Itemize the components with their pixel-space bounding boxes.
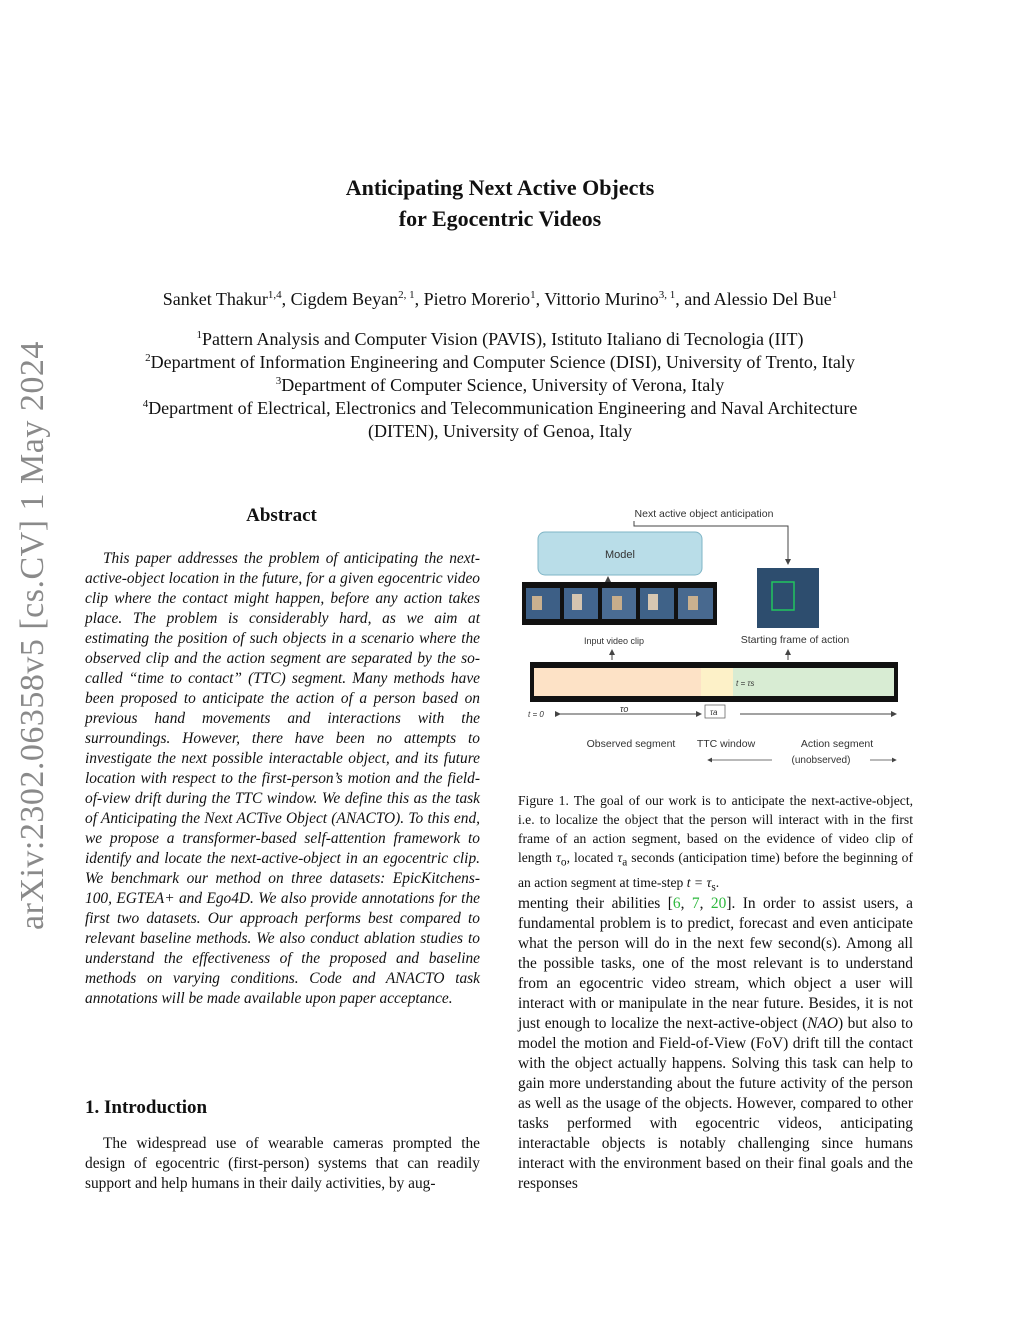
citation-link[interactable]: 6: [672, 895, 681, 912]
affiliation-sup: 3: [275, 375, 282, 387]
figure-1-diagram: [520, 502, 910, 774]
citation-link[interactable]: 20: [710, 895, 727, 912]
affiliation: [0, 351, 1000, 374]
caption-text: seconds (anticipation time) before the beginning of an action segment at time-step: [518, 850, 913, 890]
caption-text: .: [715, 874, 720, 890]
author-sep: , and: [675, 289, 714, 309]
intro-continued-text: [518, 894, 913, 1194]
affiliation-text: Department of Electrical, Electronics and Telecommunication Engineering and Naval Architecture (DITEN), University of Genoa, Italy: [148, 398, 858, 441]
affiliation: [0, 328, 1000, 351]
input-clip-label: Input video clip: [584, 636, 645, 646]
frame-thumbnail: [526, 588, 560, 619]
author-name: Sanket Thakur: [162, 289, 268, 309]
affiliation-sup: 4: [142, 398, 149, 410]
body-text: ,: [699, 895, 711, 912]
author-name: Alessio Del Bue: [713, 289, 832, 309]
author-name: Cigdem Beyan: [290, 289, 399, 309]
unobserved-label: (unobserved): [791, 755, 851, 766]
caption-sub: a: [622, 856, 628, 869]
author-name: Pietro Morerio: [423, 289, 531, 309]
author-affil-sup: 1: [831, 289, 838, 301]
caption-tau: τ: [617, 850, 623, 865]
action-segment-bar: [733, 668, 894, 696]
author-affil-sup: 1: [530, 289, 536, 301]
author-sep: ,: [414, 289, 424, 309]
affiliation-text: Department of Information Engineering and Computer Science (DISI), University of Trento, Italy: [150, 352, 855, 372]
paper-title: [0, 172, 1000, 234]
title-line-2: for Egocentric Videos: [398, 206, 602, 231]
figure-1-caption: [518, 791, 913, 897]
observed-segment-bar: [534, 668, 701, 696]
timeline-strip: [530, 662, 898, 702]
citation-link[interactable]: 7: [691, 895, 700, 912]
action-segment-label: Action segment: [800, 738, 874, 750]
affiliation-text: Pattern Analysis and Computer Vision (PAVIS), Istituto Italiano di Tecnologia (IIT): [202, 329, 804, 349]
affiliation-list: [0, 328, 1000, 443]
abstract-heading: Abstract: [246, 505, 317, 526]
caption-sub: o: [560, 856, 567, 869]
body-text: ) but also to model the motion and Field-of-View (FoV) drift till the contact with the object actually happens. Solving this task can help to gain more understanding about the future activity of the person as well as the usage of the objects. However, compared to other tasks performed with egocentric videos, anticipating interactable objects is notably challenging since humans interact with the environment based on their final goals and the responses: [518, 1015, 913, 1192]
affiliation: [0, 397, 1000, 443]
affiliation-text: Department of Computer Science, University of Verona, Italy: [281, 375, 725, 395]
author-sep: ,: [535, 289, 545, 309]
caption-text: Figure 1. The goal of our work is to anticipate the next-active-object, i.e. to localize the object that the person will interact with in the first frame of an action segment, based on the evidence of video clip of length: [518, 793, 913, 865]
t-eq-ts-label: t = τs: [736, 679, 755, 688]
observed-segment-label: Observed segment: [586, 738, 676, 750]
nao-term: NAO: [807, 1015, 839, 1032]
tau-a-label: τa: [710, 708, 718, 717]
title-line-1: Anticipating Next Active Objects: [345, 175, 655, 200]
caption-sub: s: [711, 881, 716, 894]
intro-text: The widespread use of wearable cameras prompted the design of egocentric (first-person) systems that can readily support and help humans in their daily activities, by aug-: [85, 1135, 480, 1192]
author-affil-sup: 1,4: [267, 289, 282, 301]
body-text: ,: [680, 895, 692, 912]
caption-tau: τ: [556, 850, 561, 865]
ttc-window-label: TTC window: [696, 738, 756, 750]
model-label: Model: [605, 549, 635, 561]
abstract-text: This paper addresses the problem of anticipating the next-active-object location in the future, for a given egocentric video clip where the contact might happen, before any action takes place. The problem is considerably hard, as we aim at estimating the position of such objects in a scenario where the observed clip and the action segment are separated by the so-called “time to contact” (TTC) segment. Many methods have been proposed to anticipate the action of a person based on previous hand movements and interactions with the surroundings. However, there have been no attempts to investigate the next possible interactable object, and its future location with respect to the first-person’s motion and the field-of-view drift during the TTC window. We define this as the task of Anticipating the Next ACTive Object (ANACTO). To this end, we propose a transformer-based self-attention framework to identify and locate the next-active-object in an egocentric clip. We benchmark our method on three datasets: EpicKitchens-100, EGTEA+ and Ego4D. We also provide annotations for the first two datasets. Our approach performs best compared to relevant baseline methods. We also conduct ablation studies to understand the effectiveness of the proposed and baseline methods on varying conditions. Code and ANACTO task annotations will be made available upon paper acceptance.: [85, 550, 480, 1007]
author-affil-sup: 2, 1: [398, 289, 415, 301]
ttc-window-bar: [701, 668, 733, 696]
intro-heading: 1. Introduction: [85, 1097, 208, 1118]
author-list: [0, 287, 1000, 311]
tau-o-label: τo: [620, 704, 629, 714]
arxiv-identifier: arXiv:2302.06358v5 [cs.CV] 1 May 2024: [14, 341, 51, 930]
t-zero-label: t = 0: [528, 710, 544, 719]
author-affil-sup: 3, 1: [658, 289, 676, 301]
author-name: Vittorio Murino: [544, 289, 659, 309]
input-filmstrip: [522, 582, 717, 625]
body-text: menting their abilities [: [518, 895, 673, 912]
action-start-frame: [757, 568, 819, 628]
author-sep: ,: [281, 289, 291, 309]
affiliation-sup: 1: [196, 329, 203, 341]
caption-text: , located: [566, 850, 618, 865]
fig-top-label: Next active object anticipation: [634, 508, 774, 520]
start-frame-label: Starting frame of action: [740, 634, 850, 646]
affiliation-sup: 2: [145, 352, 151, 364]
affiliation: [0, 374, 1000, 397]
body-text: ]. In order to assist users, a fundamental problem is to predict, forecast and even anticipate what the person will do in the next few second(s). Among all the possible tasks, one of the most relevant is to understand from an egocentric video stream, which object a user will interact with or manipulate in the near future. Besides, it is not just enough to localize the next-active-object (: [518, 895, 913, 1032]
caption-t-expr: t = τ: [686, 874, 712, 890]
